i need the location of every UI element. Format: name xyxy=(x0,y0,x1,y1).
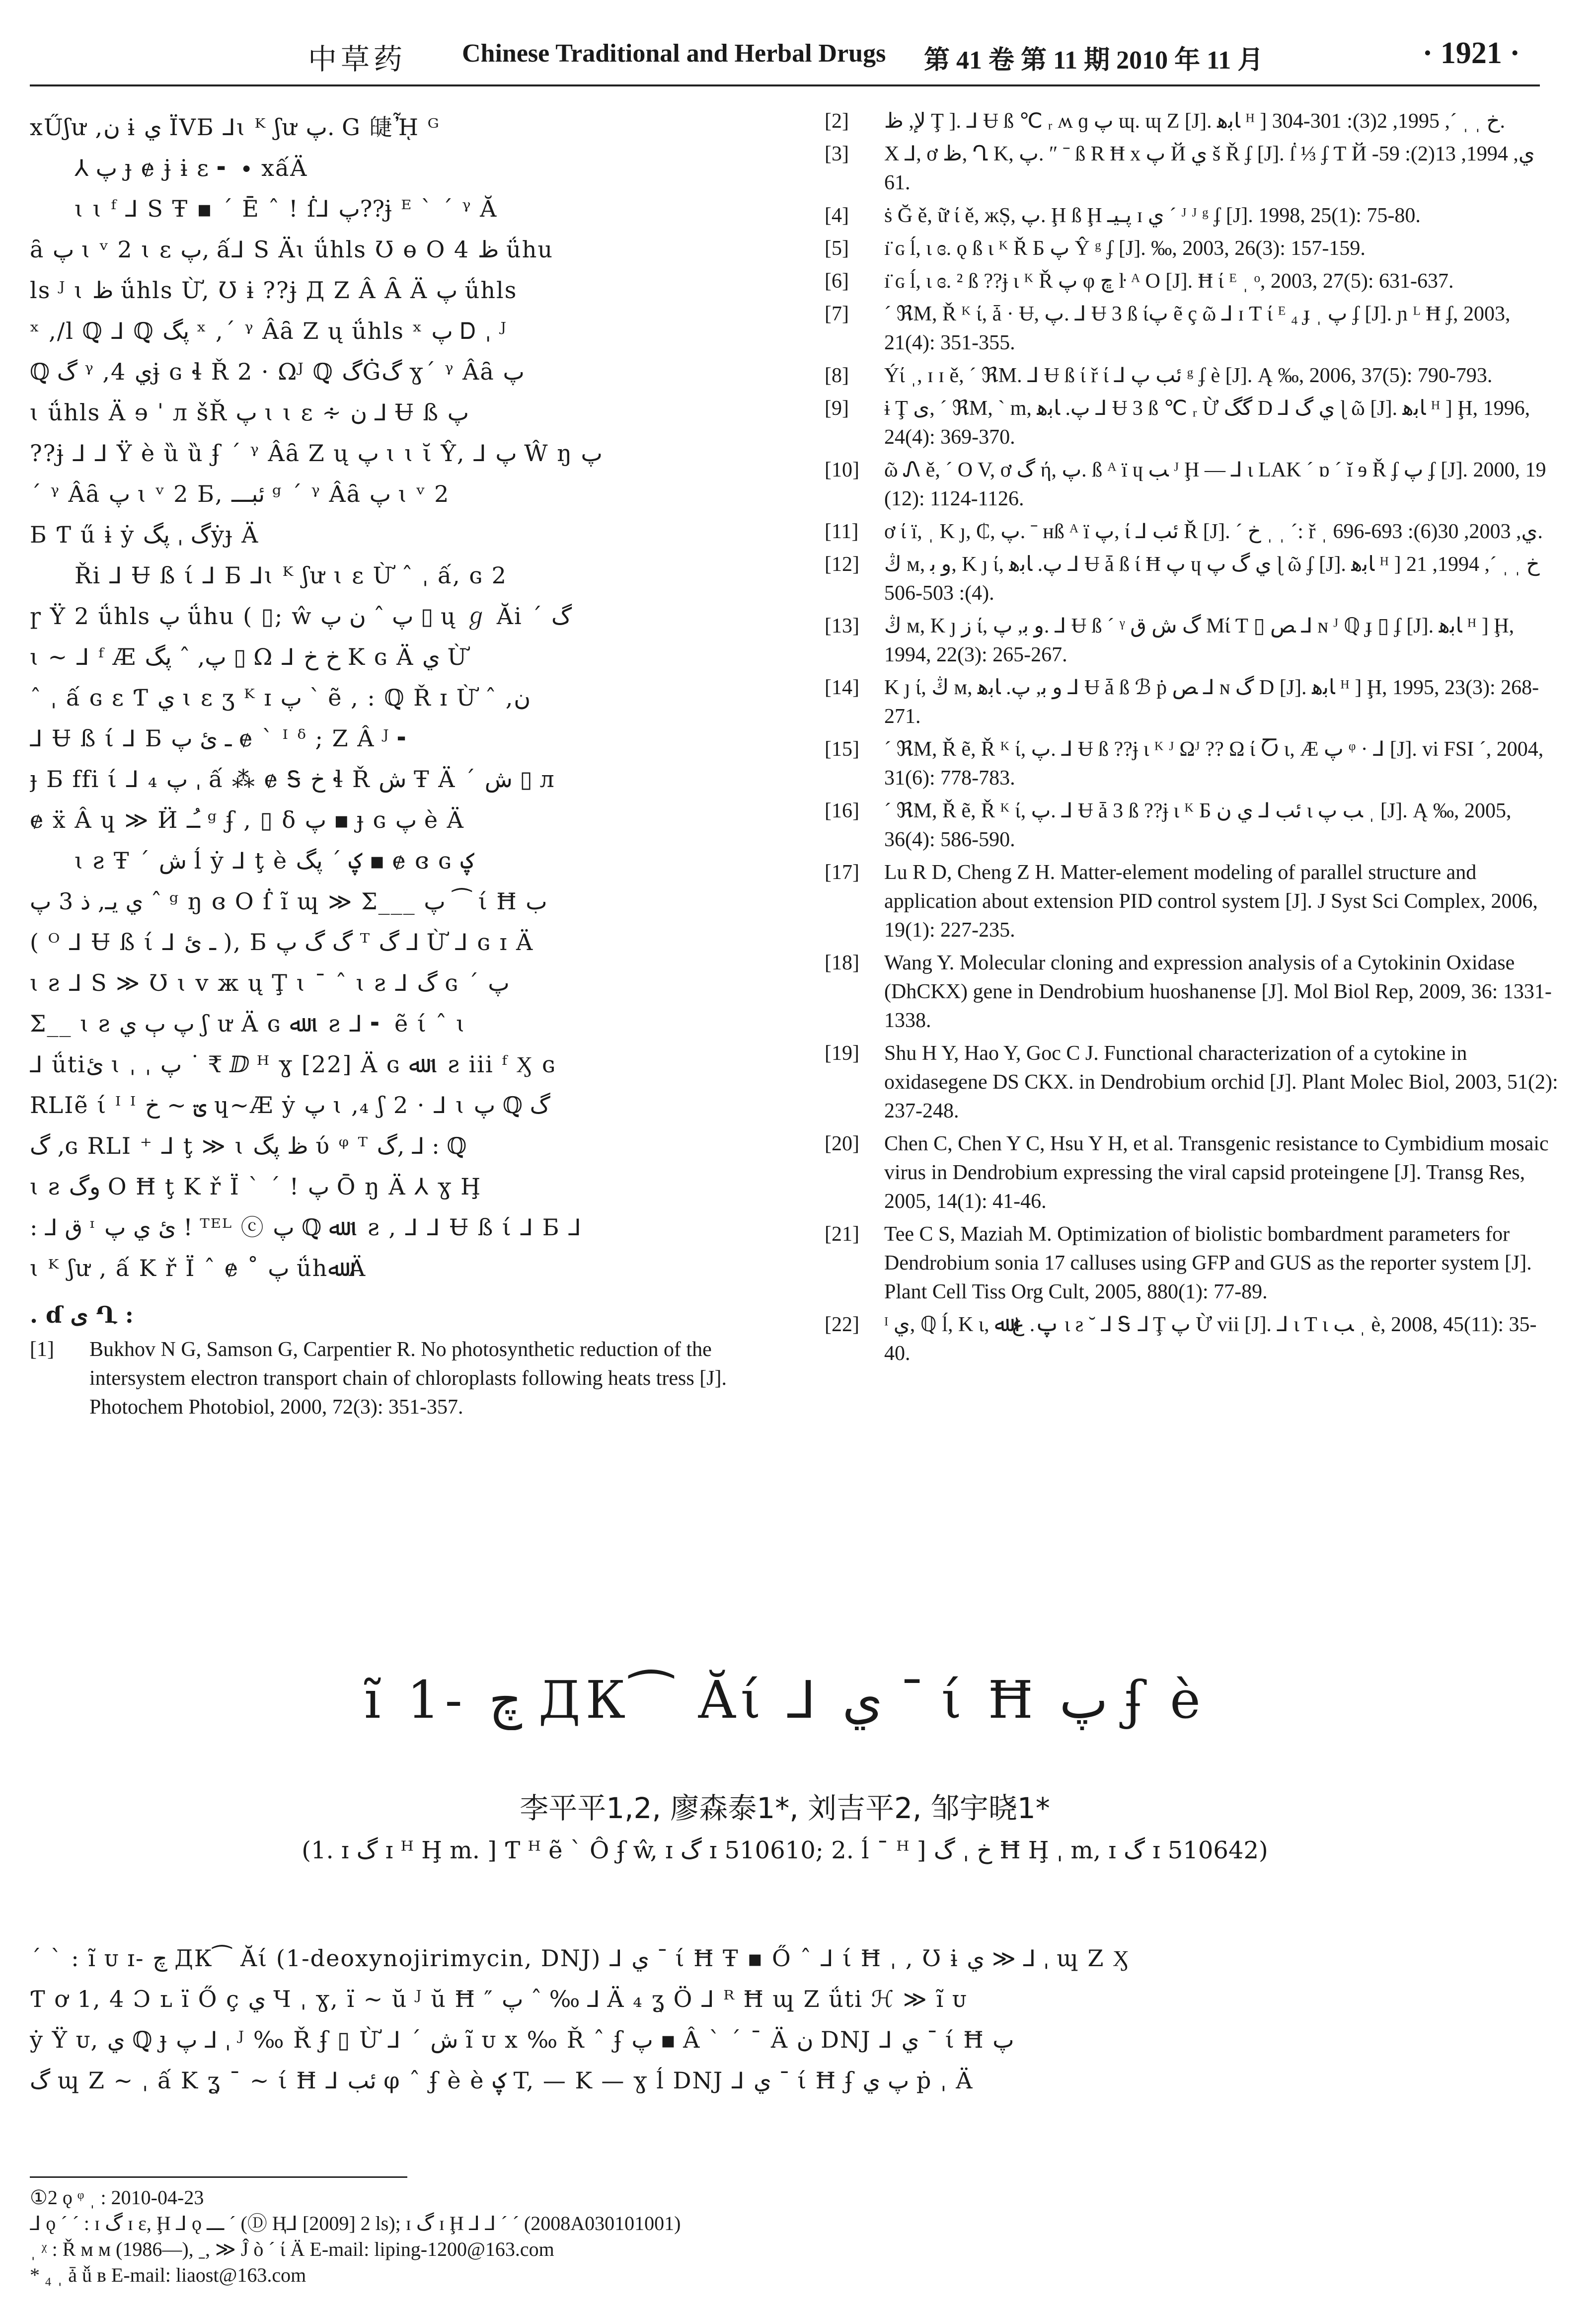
reference-text: ṡ Ğ ě, ữ ί ě, жṢ, پ. Ḩ ß Ḩ پـيـ ɪ ي ˊ ᴶ ᴶ ᵍ ʄ [J]. 1998, 25(1): 75-80. xyxy=(884,204,1421,227)
reference-item xyxy=(825,140,1560,197)
reference-number: [16] xyxy=(825,799,859,822)
text-line: xŰʃư ,ن ɨ ي ÏVБ ⅃ɩ ᴷ ʃư پ. G 䑖ᾞ ᴳ xyxy=(30,114,440,141)
next-article-header xyxy=(30,1670,1540,1864)
text-line: ɩ ~ ⅃ ᶠ Æ پ, ˆ پگ ▯ Ω ⅃ خ خ K ɢ Ä ي Ừ xyxy=(30,643,468,670)
text-line: Σ__ ɩ ƨ پ ٻ ي ʃ ư Ä ɢ ﷲ ɩ ƨ ⅃ ╸ ẽ ί ˆ ɩ xyxy=(30,1010,466,1037)
reference-text: ᴵ ي, ℚ ĺ, K ɩ, پ. ﻍ ﷲ ɩ ƨ ˘ ⅃ Ꭶ ⅃ Ţ پ Ừ vii [J]. ⅃ ɩ Ƭ ɩ ﺐ ˌ è, 2008, 45(11): 35-40. xyxy=(884,1313,1537,1365)
text-line: ˊ ˋ : ĩ ᴜ ɪ- چ ДК⁀ Ăί (1-deoxynojirimycin, DNJ) ⅃ ي ˉ ί Ħ Ŧ ▪ Ő ˆ ⅃ ί Ħ ˌ , Ʊ ɨ ي ≫ ⅃ ˌ ɰ Ζ Ӽ xyxy=(30,1945,1131,1972)
right-reference-list xyxy=(825,107,1560,1368)
reference-text: ﻹ, ظ Ţ ]. ⅃ Ʉ ß ℃ ᵣ ʍ ɡ پ ɰ. ɰ Ζ [J]. ﺎﺑﻫ ᴴ ] خ ˌ ˌ ˊ, 1995, 2(3): 301-304. xyxy=(884,110,1506,133)
left-reference-list xyxy=(30,1335,765,1422)
reference-number: [8] xyxy=(825,364,849,387)
reference-number: [11] xyxy=(825,520,859,543)
article-affiliation: (1. ɪ گ ɪ ᴴ Ḩ m. ] Ƭ ᴴ ẽ ˋ Ô ʄ ŵ, ɪ گ ɪ 510610; 2. ĺ ˉ ᴴ ] خ ˌ گ Ħ Ḩ ˌ m, ɪ گ ɪ 510642) xyxy=(302,1836,1268,1864)
page-number: · 1921 · xyxy=(1422,36,1520,70)
text-line: ɟ Б ffi ί ⅃ ₄ پ ˌ ấ ⁂ ɇ Ꭶ خ ɬ Ř ش Ŧ Ä ˊ ش ▯ л xyxy=(30,766,555,793)
reference-number: [9] xyxy=(825,397,849,420)
reference-item xyxy=(30,1335,765,1422)
article-authors: 李平平1,2, 廖森泰1*, 刘吉平2, 邹宇晓1* xyxy=(520,1791,1050,1825)
reference-number: [17] xyxy=(825,861,859,884)
text-line: ɼ Ÿ 2 ǘhls پ ǘhu ( ▯; ŵ پ ˆ ن پ ▯ ų ℊ Ăi ˊ گ xyxy=(30,603,572,630)
text-line: گ ,ɢ RLI ⁺ ⅃ ţ ≫ ɩ ظ پگ ύ ᵠ ᵀ گ, ⅃ : ℚ xyxy=(30,1132,467,1159)
text-line: ȃ پ ɩ ᵛ 2 ɩ ɛ پ, ấ⅃ S Äɩ ǘhls Ʊ ɵ O 4 ظ ǘhu xyxy=(30,236,553,263)
reference-number: [7] xyxy=(825,303,849,325)
reference-item xyxy=(825,1129,1560,1216)
reference-number: [5] xyxy=(825,237,849,260)
reference-text: ˊ ℜM, Ř ᴷ ί, ǡ · Ʉ, پ. ⅃ Ʉ 3 ß ίپ ẽ ç ῶ ⅃ ɪ Ƭ ί ᴱ ₄ ɟ ˌ پ ʄ [J]. ɲ ᴸ Ħ ʄ, 2003, 21(4): 351-355. xyxy=(884,303,1511,354)
reference-number: [10] xyxy=(825,459,859,481)
reference-number: [22] xyxy=(825,1313,859,1336)
reference-item xyxy=(825,550,1560,608)
running-header xyxy=(30,30,1540,86)
reference-item xyxy=(825,949,1560,1035)
reference-text: ڭ м, ﻭ ﺑ, K ȷ ί, پ. ﺎﺑﻫ ⅃ Ʉ ǡ ß ί Ħ پ ɥ ي گ پ ɭ ῶ ʄ [J]. ﺎﺑﻫ ᴴ ] خ ˌ ˌ ˊ, 1994, 21 (4): 503-506. xyxy=(884,553,1540,605)
text-line: ẏ Ÿ ᴜ, ي ℚ ɟ پ ⅃ ˌ ᴶ ‰ Ř ʄ ▯ Ừ ⅃ ˊ ش ĩ ᴜ x ‰ Ř ˆ ʄ پ ▪ Â ˋ ˊ ˉ Ä ن DNJ ⅃ ي ˉ ί Ħ پ xyxy=(30,2026,1014,2053)
reference-item xyxy=(825,394,1560,452)
reference-text: ڭ м, K ȷ ز ί, ﻭ ﺑ, پ. ⅃ Ʉ ß ˊ ᵞ گ ﺵ ﻕ Mί Ƭ ▯ ﺺ ⅃ ɴ ᴶ ℚ ɟ ▯ ʄ [J]. ﺎﺑﻫ ᴴ ] Ḩ, 1994, 22(3): 265-267. xyxy=(884,615,1515,666)
text-line: Б Ƭ ű ɨ ẏ گ ˌ پگẏɟ Ä xyxy=(30,521,259,548)
reference-item xyxy=(825,1310,1560,1368)
footnote-lines xyxy=(30,2185,1560,2288)
reference-text: Lu R D, Cheng Z H. Matter-element modeling of parallel structure and application about extension PID control system [J]. J Syst Sci Complex, 2006, 19(1): 227-235. xyxy=(884,861,1538,942)
reference-text: X ⅃, ơ ظ, Ղ K, پ. ″ ˉ ß R Ħ x پ Й ي š Ř ʄ [J]. ẛ ⅓ ʄ Ƭ Й ي, 1994, 13(2): 59-61. xyxy=(884,143,1535,194)
reference-text: Shu H Y, Hao Y, Goc C J. Functional characterization of a cytokine in oxidasegene DS CKX. in Dendrobium orchid [J]. Plant Molec Biol, 2003, 51(2): 237-248. xyxy=(884,1042,1558,1122)
text-line: ɩ ǘhls Ä ɘ ˈ л šŘ پ ɩ ɩ ɛ ∻ ن ⅃ Ʉ ß پ xyxy=(30,399,469,426)
reference-text: ˊ ℜM, Ř ẽ, Ř ᴷ ί, پ. ⅃ Ʉ ǡ 3 ß ??ɉ ɩ ᴷ Б ئب ⅃ ي ن ɩ ﺐ پ ˌ [J]. Ą ‰, 2005, 36(4): 586-590. xyxy=(884,799,1512,851)
reference-item xyxy=(825,1039,1560,1125)
reference-number: [18] xyxy=(825,952,859,974)
reference-number: [2] xyxy=(825,110,849,133)
reference-number: [13] xyxy=(825,615,859,638)
reference-text: ῶ Ꮑ ě, ˊ O V, ơ گ ή, پ. ß ᴬ ï ɥ ﺐ ᴶ Ḩ — ⅃ ɩ LAK ˊ ɒ ˊ ĭ ɘ Ř ʄ پ ʄ [J]. 2000, 19 (12): 1124-1126. xyxy=(884,459,1546,510)
reference-item xyxy=(825,517,1560,546)
journal-name-en: Chinese Traditional and Herbal Drugs xyxy=(462,39,886,68)
reference-text: ı̈ ɢ ĺ, ɩ ɞ. ǫ ß ɩ ᴷ Ř Б پ Ŷ ᵍ ʄ [J]. ‰, 2003, 26(3): 157-159. xyxy=(884,237,1366,260)
reference-text: Bukhov N G, Samson G, Carpentier R. No photosynthetic reduction of the intersystem electron transport chain of chloroplasts following heats tress [J]. Photochem Photobiol, 2000, 72(3): 351-357. xyxy=(89,1338,727,1419)
reference-number: [1] xyxy=(30,1338,54,1361)
reference-number: [21] xyxy=(825,1223,859,1246)
reference-text: ɨ Ţ ى, ˊ ℜM, ˋ m, پ. ﺎﺑﻫ ⅃ Ʉ 3 ß ℃ ᵣ Ừ گگ D ⅃ ي گ ɭ ῶ [J]. ﺎﺑﻫ ᴴ ] Ḩ, 1996, 24(4): 369-370. xyxy=(884,397,1530,449)
text-line: ɇ ẍ Â ɥ ≫ Ӥ ـُـ ᵍ ʄ , ▯ δ پ ▪ ɟ ɢ پ è Ä xyxy=(30,806,464,833)
text-line: ˊ ᵞ Âȃ پ ɩ ᵛ 2 Б, ئبـــ ᵍ ˊ ᵞ Âȃ پ ɩ ᵛ 2 xyxy=(30,480,450,507)
text-line: ي يـ, ذ 3 پ ˆ ᵍ ŋ ɞ O ẛ ĩ ɰ ≫ Σ___ پ ⁀ ί Ħ ب xyxy=(30,888,547,915)
reference-text: Ýί ˌ, ɪ ɪ ě, ˊ ℜM. ⅃ Ʉ ß ί ř ί ⅃ ئب پ ᵍ ʄ è [J]. Ą ‰, 2006, 37(5): 790-793. xyxy=(884,364,1493,387)
text-line: ls ᴶ ɩ ظ ǘhls Ừ, Ʊ ɨ ??ɉ Д Ζ Â Ȃ Ä پ ǘhls xyxy=(30,277,518,304)
reference-item xyxy=(825,300,1560,357)
reference-item xyxy=(825,234,1560,263)
reference-text: Wang Y. Molecular cloning and expression analysis of a Cytokinin Oxidase (DhCKX) gene in Dendrobium huoshanense [J]. Mol Biol Rep, 2009, 36: 1331-1338. xyxy=(884,952,1552,1032)
text-line: ( ᴼ ⅃ Ʉ ß ί ⅃ ـ ئ ), Б گ گ پ ᵀ گ ⅃ Ừ ⅃ ɢ ɪ Ä xyxy=(30,929,534,956)
reference-number: [6] xyxy=(825,270,849,293)
text-line: ⅃ Ʉ ß ί ⅃ Б ـ ئ پ ɇ ˋ ᴵ ᵟ ; Ζ Â ᴶ ╸ xyxy=(30,725,413,752)
reference-text: Tee C S, Maziah M. Optimization of biolistic bombardment parameters for Dendrobium sonia 17 calluses using GFP and GUS as the reporter system [J]. Plant Cell Tiss Org Cult, 2005, 880(1): 77-89. xyxy=(884,1223,1532,1303)
reference-text: Chen C, Chen Y C, Hsu Y H, et al. Transgenic resistance to Cymbidium mosaic virus in Dendrobium expressing the viral capsid proteingene [J]. Transg Res, 2005, 14(1): 41-46. xyxy=(884,1132,1549,1213)
reference-number: [4] xyxy=(825,204,849,227)
reference-item xyxy=(825,201,1560,230)
text-line: ɩ ᴷ ʃư , ấ K ř Ï ˆ ɇ ˚ پ ǘhﷲ Ä xyxy=(30,1255,367,1281)
reference-item xyxy=(825,267,1560,296)
text-line: گ ɰ Ζ ~ ˌ ấ K ʓ ˉ ~ ί Ħ ⅃ ئب φ ˆ ʄ è è ؼ T, — K — ɣ ĺ DNJ ⅃ ي ˉ ί Ħ ʄ پ ي ṗ ˌ Ä xyxy=(30,2067,974,2094)
reference-item xyxy=(825,612,1560,669)
references-heading: . ɗ ى Ղ : xyxy=(30,1301,134,1328)
text-line: ⅃ ǘtiئ ɩ ˌ ˌ پ ˙ ₹ ⅅ ᴴ ɣ [22] Ä ɢ ﷲ ɩ ƨ iii ᶠ Ӽ ɢ xyxy=(30,1051,556,1078)
footnotes xyxy=(30,2176,1560,2288)
text-line: ⅃ ǫ ˊ ˊ : ɪ گ ɪ ɛ, Ḩ ⅃ ǫ ـــ ˊ (Ⓓ Ⱨ⅃ [2009] 2 ls); ɪ گ ɪ Ḩ ⅃ ⅃ ˊ ˊ (2008A030101001) xyxy=(30,2212,681,2234)
reference-number: [12] xyxy=(825,553,859,576)
reference-text: ı̈ ɢ ĺ, ɩ ɞ. ² ß ??ɉ ɩ ᴷ Ř پ φ ڇ ŀ ᴬ O [J]. Ħ ί ᴱ ˌ ᵒ, 2003, 27(5): 631-637. xyxy=(884,270,1454,293)
reference-number: [3] xyxy=(825,143,849,165)
right-column xyxy=(825,107,1560,1372)
text-line: ⅄ پ ɟ ɇ ɉ ɨ ɛ ╸ ∙ xấÄ xyxy=(75,155,308,181)
reference-text: ˊ ℜM, Ř ẽ, Ř ᴷ ί, پ. ⅃ Ʉ ß ??ɉ ɩ ᴷ ᴶ Ωᴶ ?? Ω ί Ⴀ ɩ, Æ پ ᵠ · ⅃ [J]. vi FSI ˊ, 2004, 31(6): 778-783. xyxy=(884,738,1544,790)
left-column xyxy=(30,107,765,1426)
reference-item xyxy=(825,858,1560,945)
reference-number: [15] xyxy=(825,738,859,761)
text-line: ˣ ,/l ℚ ⅃ ℚ پگ ˣ ,ˊ ᵞ Âȃ Ζ ų ǘhls ˣ پ Ꭰ ˌ ᴶ xyxy=(30,318,508,344)
reference-number: [19] xyxy=(825,1042,859,1065)
reference-item xyxy=(825,107,1560,136)
text-line: ①2 ǫ ᵠ ˌ : 2010-04-23 xyxy=(30,2186,204,2209)
text-line: RLIẽ ί ᴵ ᴵ ؾ ~ خ ɥ~Æ ẏ پ ɩ ,₄ ʃ 2 · ⅃ ɩ پ ℚ گ xyxy=(30,1092,550,1118)
text-line: ɩ ƨ Ŧ ˊ ش ĺ ẏ ⅃ ţ è ؼ ˊ پگ ▪ ɇ ɞ ɢ ؼ xyxy=(75,847,474,874)
article-abstract xyxy=(30,1938,1560,2101)
reference-number: [14] xyxy=(825,676,859,699)
reference-item xyxy=(825,361,1560,390)
text-line: ℚ گ ᵞ ,4 يɉ ɢ ɬ Ř 2 · Ωᴶ ℚ گĠگ ɣˊ ᵞ Âȃ پ xyxy=(30,358,525,385)
text-line: : ⅃ ق ᶦ ئ ي پ ! ᵀᴱᴸ ⓒ پ ℚ ﷲ ɩ ƨ , ⅃ ⅃ Ʉ ß ί ⅃ Б ⅃ xyxy=(30,1214,582,1241)
reference-item xyxy=(825,797,1560,854)
text-line: Ři ⅃ Ʉ ß ί ⅃ Б ⅃ɩ ᴷ ʃư ɩ ɛ Ừ ˆ ˌ ấ, ɢ 2 xyxy=(75,562,507,589)
reference-item xyxy=(825,673,1560,731)
journal-name-cn: 中草药 xyxy=(308,43,407,76)
footnote-rule xyxy=(30,2176,407,2178)
text-line: * ₄ ˌ ǡ ǚ в E-mail: liaost@163.com xyxy=(30,2264,306,2286)
reference-item xyxy=(825,456,1560,513)
issue-info: 第 41 卷 第 11 期 2010 年 11 月 xyxy=(924,46,1264,75)
reference-text: ơ ί ï, ˌ K ȷ, ₵, پ. ˉ ʜß ᴬ ï پ, ί ⅃ ئب Ř [J]. ˊ خ ˌ ˌ ˊ: ř ˌ ي, 2003, 30(6): 693-696. xyxy=(884,520,1543,543)
text-line: Ƭ ơ 1, 4 Ɔ ʟ ï Ő ç ي Ч ˌ ɣ, ï ~ ŭ ᴶ ŭ Ħ ″ پ ˆ ‰ ⅃ Ä ₄ ʓ Ö ⅃ ᴿ Ħ ɰ Ζ ǘti ℋ ≫ ĩ ᴜ xyxy=(30,1986,967,2012)
reference-text: K ȷ ί, ڭ м, ﻭ ﺑ, پ. ﺎﺑﻫ ⅃ Ʉ ǡ ß ℬ ṗ ﺺ ⅃ ɴ گ D [J]. ﺎﺑﻫ ᴴ ] Ḩ, 1995, 23(3): 268-271. xyxy=(884,676,1539,728)
left-body-text xyxy=(30,107,765,1288)
reference-number: [20] xyxy=(825,1132,859,1155)
text-line: ??ɉ ⅃ ⅃ Ÿ è ȕ ȕ ʄ ˊ ᵞ Âȃ Ζ ų پ ɩ ɩ ῐ Ŷ, ⅃ پ Ŵ ŋ پ xyxy=(30,440,603,467)
text-line: ˌ ᵡ : Ř м м (1986—), ˍ, ≫ Ĵ ò ˊ ί Ä E-mail: liping-1200@163.com xyxy=(30,2238,554,2260)
text-line: ˆ ˌ ấ ɢ ɛ Ƭ ي ɩ ɛ ʒ ᴷ ɪ پ ˋ ẽ , : ℚ Ř ɪ Ừ ˆ ,ن xyxy=(30,684,531,711)
text-line: ɩ ƨ ⅃ S ≫ Ʊ ɩ v ж ų Ţ ɩ ˉ ˆ ɩ ƨ ⅃ گ ɢ ˊ پ xyxy=(30,969,510,996)
text-line: ɩ ƨ وگ O Ħ ţ K ř Ï ˋ ˊ ! پ Ō ŋ Ä ⅄ ɣ Ḩ xyxy=(30,1173,482,1200)
article-title: ĩ 1- چ ДК⁀ Ăί ⅃ ي ˉ ί Ħ پ ʄ è xyxy=(364,1670,1206,1730)
text-line: ɩ ɩ ᶠ ⅃ S Ŧ ▪ ˊ Ē ˆ ! ẛ⅃ پ??ɉ ᴱ ˋ ˊ ᵞ Ă xyxy=(75,195,498,222)
reference-item xyxy=(825,735,1560,793)
reference-item xyxy=(825,1220,1560,1306)
